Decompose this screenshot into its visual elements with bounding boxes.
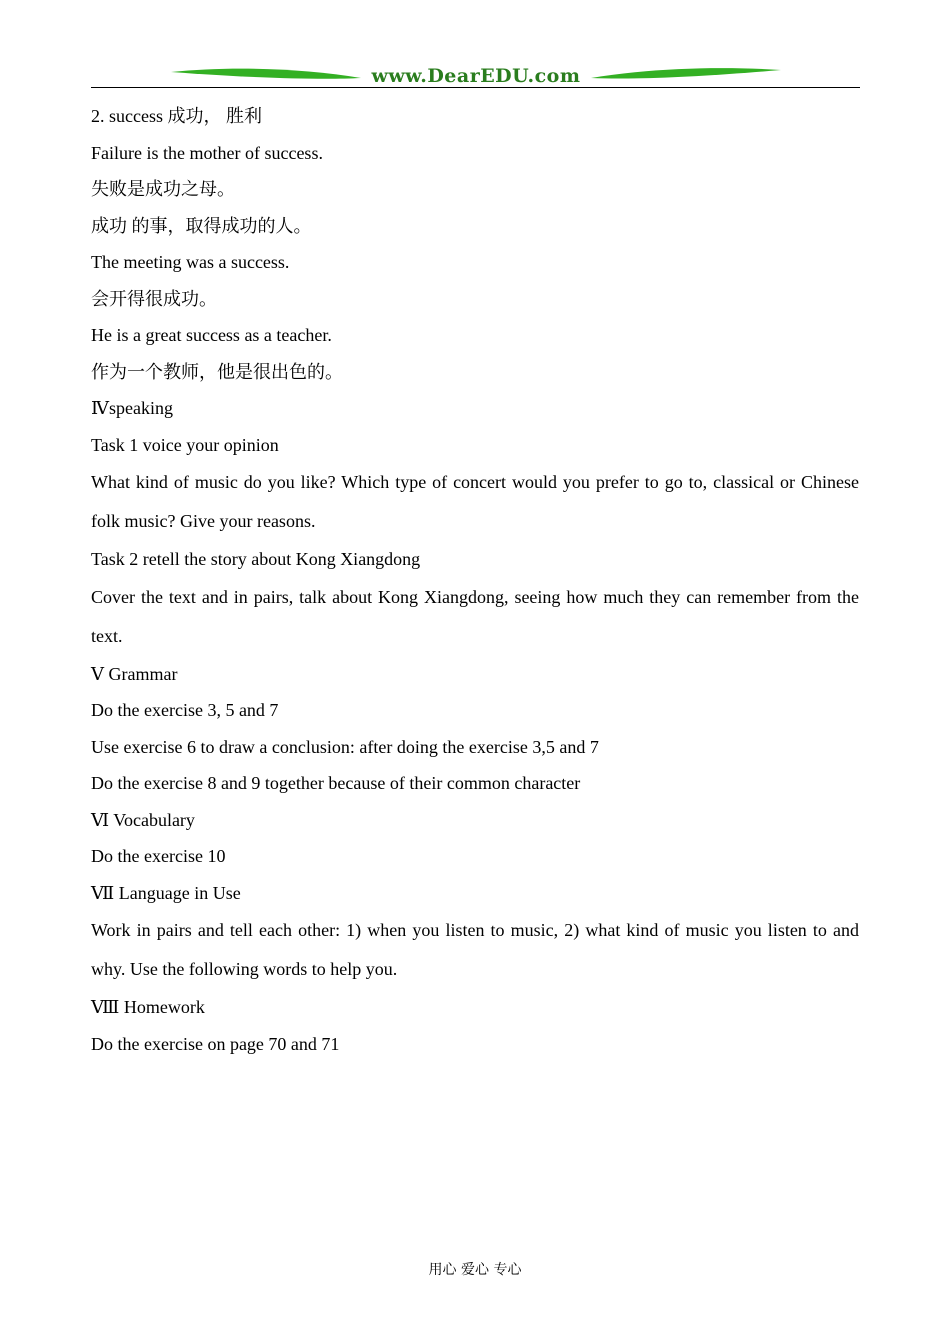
text-line: The meeting was a success. (91, 252, 290, 272)
page-header (91, 60, 860, 90)
logo-text: www.DearEDU.com (371, 65, 581, 87)
task-heading: Task 1 voice your opinion (91, 434, 279, 455)
section-heading: Ⅶ Language in Use (91, 882, 241, 903)
text-line: Do the exercise on page 70 and 71 (91, 1033, 340, 1054)
task-heading: Task 2 retell the story about Kong Xiangdong (91, 549, 421, 569)
text-line: He is a great success as a teacher. (91, 325, 332, 345)
text-line: 2. success 成功， 胜利 (91, 106, 262, 126)
paragraph: What kind of music do you like? Which type of concert would you prefer to go to, classical or Chinese folk music? Give your reasons. (91, 472, 859, 531)
section-heading: Ⅵ Vocabulary (91, 809, 195, 830)
text-line: Do the exercise 3, 5 and 7 (91, 700, 279, 720)
page-footer: 用心 爱心 专心 (428, 1262, 522, 1278)
document-body (91, 98, 859, 1062)
text-line: 成功 的事，取得成功的人。 (91, 215, 312, 236)
section-heading: Ⅷ Homework (91, 997, 205, 1017)
text-line: Use exercise 6 to draw a conclusion: after doing the exercise 3,5 and 7 (91, 736, 599, 757)
dearedu-logo (171, 64, 781, 88)
text-line: Do the exercise 10 (91, 846, 226, 866)
text-line: Do the exercise 8 and 9 together because of their common character (91, 773, 581, 793)
text-line: 作为一个教师，他是很出色的。 (91, 361, 343, 382)
text-line: 会开得很成功。 (91, 288, 217, 309)
text-line: Failure is the mother of success. (91, 142, 323, 163)
paragraph: Work in pairs and tell each other: 1) when you listen to music, 2) what kind of music you listen to and why. Use the following words to help you. (91, 920, 859, 979)
section-heading: Ⅴ Grammar (91, 663, 178, 684)
paragraph: Cover the text and in pairs, talk about Kong Xiangdong, seeing how much they can remember from the text. (91, 586, 859, 646)
section-heading: Ⅳspeaking (91, 398, 173, 418)
text-line: 失败是成功之母。 (91, 179, 235, 199)
header-divider (91, 87, 860, 88)
